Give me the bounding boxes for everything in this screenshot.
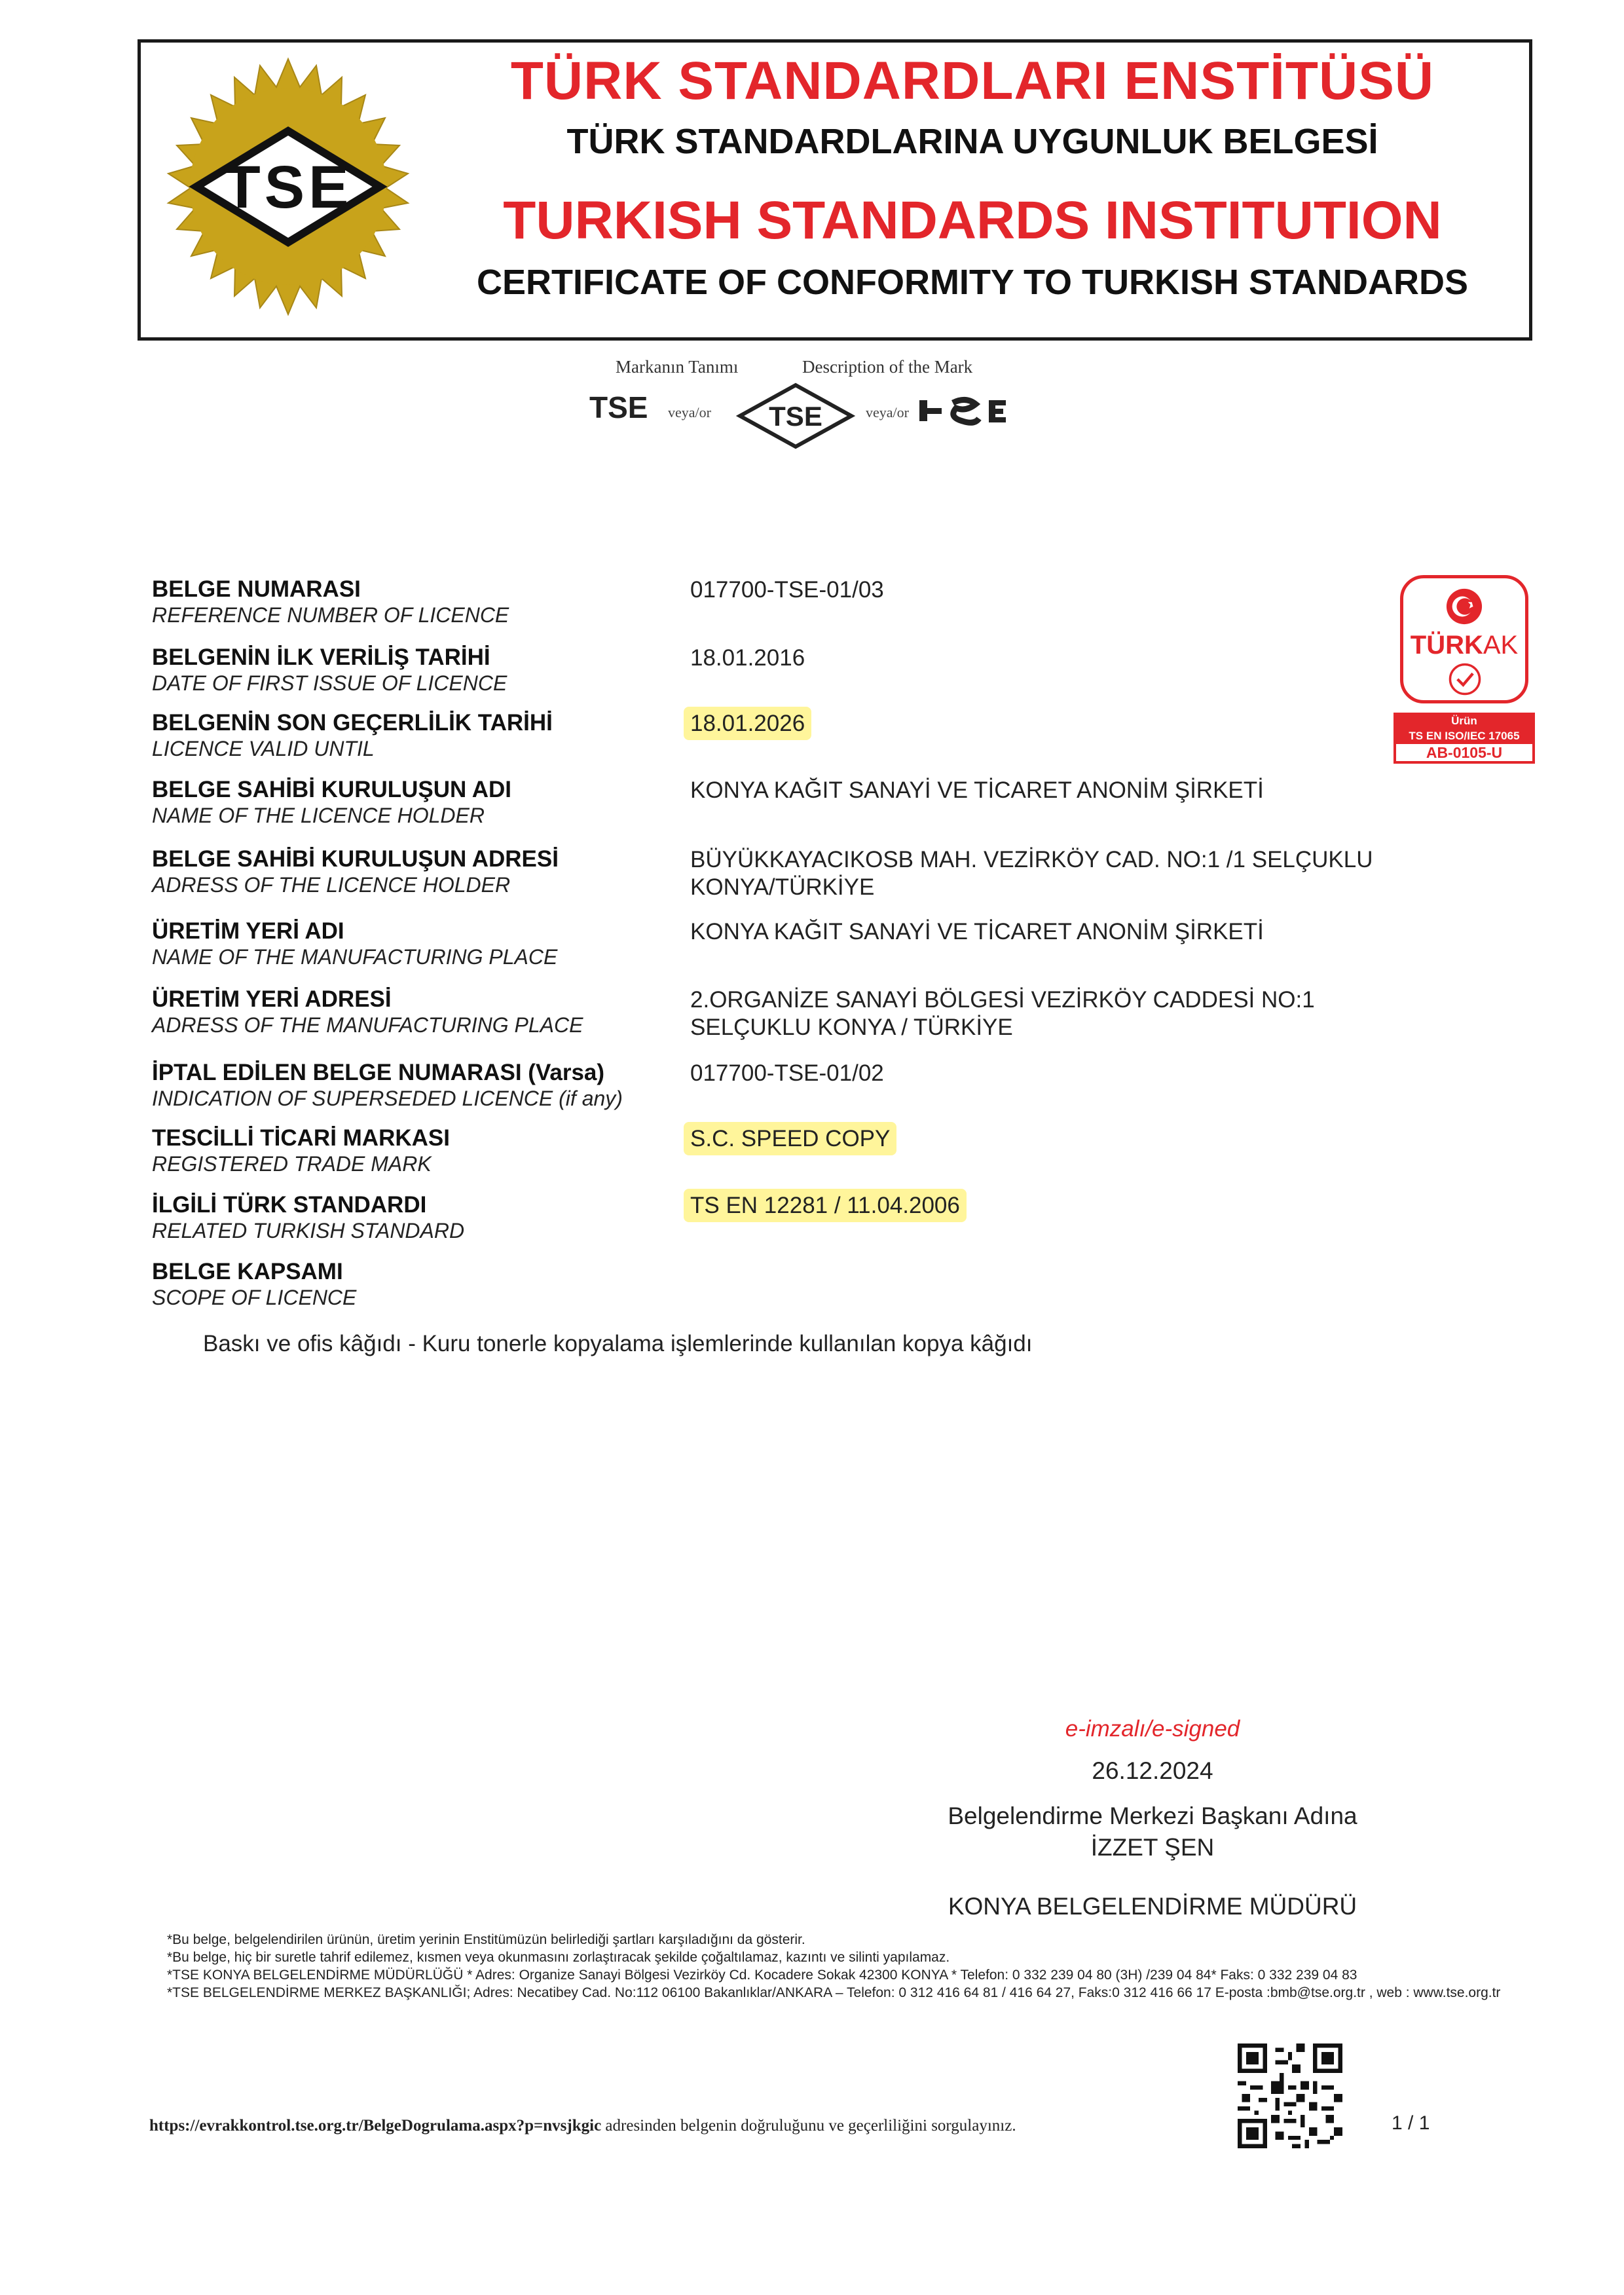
field-value — [690, 710, 811, 737]
tse-seal-logo — [147, 56, 429, 318]
signatory-name: İZZET ŞEN — [1090, 1834, 1215, 1861]
field-value-text: 18.01.2016 — [690, 645, 805, 671]
checkmark-icon — [1448, 662, 1482, 696]
field-value — [690, 1125, 896, 1153]
signatory-title: Belgelendirme Merkezi Başkanı Adına — [948, 1802, 1357, 1829]
field-label-tr: BELGE KAPSAMI — [152, 1259, 343, 1284]
field-label-tr: İLGİLİ TÜRK STANDARDI — [152, 1192, 427, 1218]
field-label-tr: ÜRETİM YERİ ADRESİ — [152, 986, 392, 1012]
mark-description — [576, 357, 1048, 455]
certificate-header — [138, 39, 1532, 341]
turkak-accreditation-logo — [1393, 575, 1544, 772]
field-label-tr: BELGE SAHİBİ KURULUŞUN ADI — [152, 777, 511, 802]
field-value-text: 017700-TSE-01/02 — [690, 1060, 884, 1086]
highlighted-value: TS EN 12281 / 11.04.2006 — [684, 1189, 967, 1222]
field-value-text: KONYA KAĞIT SANAYİ VE TİCARET ANONİM ŞİRKETİ — [690, 919, 1264, 944]
highlighted-value: 18.01.2026 — [684, 707, 811, 740]
field-label-tr: BELGE SAHİBİ KURULUŞUN ADRESİ — [152, 846, 559, 872]
turkak-name-b: AK — [1483, 631, 1519, 660]
footnote: *TSE KONYA BELGELENDİRME MÜDÜRLÜĞÜ * Adres: Organize Sanayi Bölgesi Vezirköy Cd. Kocadere Sokak 42300 KONYA * Telefon: 0 332 239 04 80 (3H) /239 04 84* Faks: 0 332 239 04 83 — [167, 1968, 1357, 1983]
footnotes — [167, 1931, 1529, 2002]
turkak-code: AB-0105-U — [1396, 744, 1532, 761]
field-label-tr: ÜRETİM YERİ ADI — [152, 918, 344, 944]
field-label-en: LICENCE VALID UNTIL — [152, 737, 375, 760]
mark-label-en: Description of the Mark — [802, 357, 973, 377]
field-label-en: SCOPE OF LICENCE — [152, 1286, 357, 1309]
highlighted-value: S.C. SPEED COPY — [684, 1122, 896, 1155]
mark-label-tr: Markanın Tanımı — [616, 357, 739, 377]
field-value — [690, 1192, 967, 1220]
tse-rotated-mark — [917, 395, 1008, 428]
turkak-product-box — [1393, 713, 1535, 764]
field-value — [690, 986, 1315, 1041]
field-label-en: INDICATION OF SUPERSEDED LICENCE (if any) — [152, 1087, 623, 1110]
footnote: *Bu belge, belgelendirilen ürünün, üretim yerinin Enstitümüzün belirlediği şartları karşıladığını da gösterir. — [167, 1932, 805, 1947]
veya-or-2: veya/or — [866, 404, 909, 420]
field-label-en: DATE OF FIRST ISSUE OF LICENCE — [152, 671, 507, 695]
field-value-line1: BÜYÜKKAYACIKOSB MAH. VEZİRKÖY CAD. NO:1 /1 SELÇUKLU — [690, 847, 1373, 872]
qr-code[interactable] — [1238, 2043, 1342, 2148]
mark-logo-text: TSE — [769, 401, 822, 432]
field-label-tr: BELGENİN İLK VERİLİŞ TARİHİ — [152, 644, 490, 670]
institution-title-en: TURKISH STANDARDS INSTITUTION — [503, 191, 1442, 250]
field-value-line1: 2.ORGANİZE SANAYİ BÖLGESİ VEZİRKÖY CADDESİ NO:1 — [690, 987, 1315, 1013]
field-label-en: RELATED TURKISH STANDARD — [152, 1219, 465, 1242]
e-signed-label: e-imzalı/e-signed — [1065, 1716, 1240, 1742]
field-label-en: NAME OF THE LICENCE HOLDER — [152, 804, 485, 827]
mark-tse-text: TSE — [589, 390, 648, 424]
veya-or-1: veya/or — [668, 404, 711, 420]
page-number: 1 / 1 — [1392, 2112, 1430, 2134]
field-value — [690, 777, 1264, 804]
field-value — [690, 644, 805, 672]
signature-date: 26.12.2024 — [1092, 1757, 1213, 1784]
field-value — [690, 576, 884, 604]
field-label-en: NAME OF THE MANUFACTURING PLACE — [152, 945, 558, 969]
verification-note — [149, 2117, 1016, 2135]
seal-text: TSE — [223, 154, 353, 221]
field-value — [690, 918, 1264, 946]
institution-title-tr: TÜRK STANDARDLARI ENSTİTÜSÜ — [510, 51, 1435, 111]
field-label-en: ADRESS OF THE MANUFACTURING PLACE — [152, 1013, 583, 1037]
turkak-standard: TS EN ISO/IEC 17065 — [1409, 730, 1520, 742]
field-label-tr: BELGENİN SON GEÇERLİLİK TARİHİ — [152, 710, 553, 736]
verification-url[interactable]: https://evrakkontrol.tse.org.tr/BelgeDogrulama.aspx?p=nvsjkgic — [149, 2117, 602, 2135]
turkak-name-a: TÜRK — [1410, 631, 1483, 660]
turkak-urun: Ürün — [1451, 715, 1477, 727]
field-label-tr: BELGE NUMARASI — [152, 576, 361, 602]
field-label-tr: TESCİLLİ TİCARİ MARKASI — [152, 1125, 450, 1151]
scope-description: Baskı ve ofis kâğıdı - Kuru tonerle kopyalama işlemlerinde kullanılan kopya kâğıdı — [203, 1331, 1033, 1356]
footnote: *Bu belge, hiç bir suretle tahrif edilemez, kısmen veya okunmasını zorlaştıracak şekilde çoğaltılamaz, kazıntı ve silinti yapılamaz. — [167, 1950, 950, 1965]
field-value-text: 017700-TSE-01/03 — [690, 577, 884, 603]
field-value-text: KONYA KAĞIT SANAYİ VE TİCARET ANONİM ŞİRKETİ — [690, 777, 1264, 803]
field-value-line2: SELÇUKLU KONYA / TÜRKİYE — [690, 1015, 1013, 1040]
signatory-office: KONYA BELGELENDİRME MÜDÜRÜ — [948, 1893, 1357, 1920]
field-label-en: REGISTERED TRADE MARK — [152, 1152, 432, 1176]
crescent-star-icon — [1445, 588, 1483, 625]
verification-text: adresinden belgenin doğruluğunu ve geçerliliğini sorgulayınız. — [601, 2117, 1016, 2135]
field-label-en: REFERENCE NUMBER OF LICENCE — [152, 603, 509, 627]
footnote: *TSE BELGELENDİRME MERKEZ BAŞKANLIĞI; Adres: Necatibey Cad. No:112 06100 Bakanlıklar/ANKARA – Telefon: 0 312 416 64 81 / 416 64 27, Faks:0 312 416 66 17 E-posta :bmb@tse.org.tr , web : www.tse.org.tr — [167, 1985, 1501, 2000]
turkak-badge — [1400, 575, 1528, 703]
tse-diamond-logo — [733, 380, 858, 452]
field-value — [690, 846, 1373, 901]
field-label-tr: İPTAL EDİLEN BELGE NUMARASI (Varsa) — [152, 1060, 605, 1085]
field-label-en: ADRESS OF THE LICENCE HOLDER — [152, 873, 511, 897]
turkak-name — [1403, 631, 1525, 660]
certificate-title-tr: TÜRK STANDARDLARINA UYGUNLUK BELGESİ — [566, 122, 1378, 161]
field-value-line2: KONYA/TÜRKİYE — [690, 874, 875, 900]
certificate-title-en: CERTIFICATE OF CONFORMITY TO TURKISH STANDARDS — [477, 263, 1468, 302]
field-value — [690, 1060, 884, 1087]
